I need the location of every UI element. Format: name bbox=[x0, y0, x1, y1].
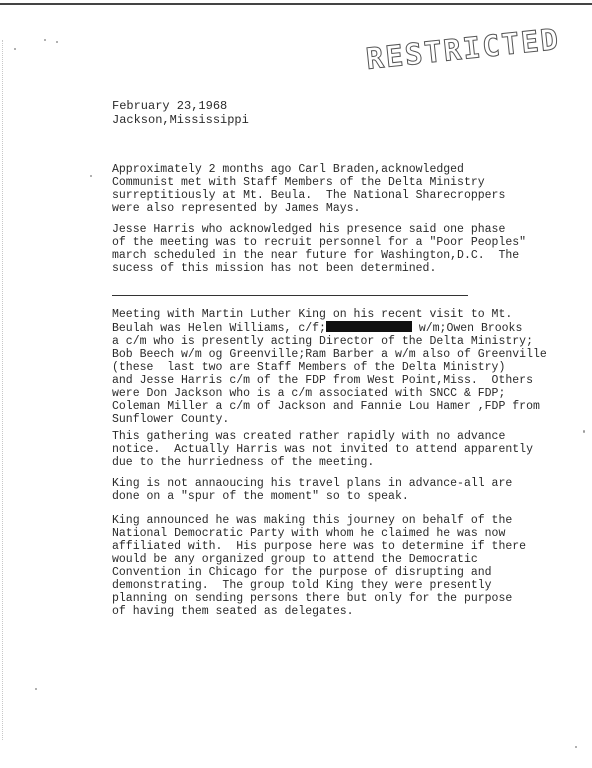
text-line: Meeting with Martin Luther King on his recent visit to Mt. bbox=[112, 308, 513, 321]
text-line: planning on sending persons there but only for the purpose bbox=[112, 592, 513, 605]
section-divider bbox=[112, 295, 468, 296]
text-line: of having them seated as delegates. bbox=[112, 605, 354, 618]
paragraph-braden-meeting bbox=[112, 163, 505, 215]
text-line: were Don Jackson who is a c/m associated with SNCC & FDP; bbox=[112, 387, 506, 400]
text-line: (these last two are Staff Members of the Delta Ministry) bbox=[112, 361, 506, 374]
text-line: This gathering was created rather rapidly with no advance bbox=[112, 430, 506, 443]
text-line: march scheduled in the near future for Washington,D.C. The bbox=[112, 249, 520, 262]
text-line: done on a "spur of the moment" so to speak. bbox=[112, 490, 409, 503]
text-line: would be any organized group to attend the Democratic bbox=[112, 553, 478, 566]
text-line: Bob Beech w/m og Greenville;Ram Barber a w/m also of Greenville bbox=[112, 348, 547, 361]
redaction-bar bbox=[326, 321, 412, 332]
text-line: due to the hurriedness of the meeting. bbox=[112, 456, 375, 469]
paragraph-king-meeting bbox=[112, 308, 547, 426]
paragraph-gathering bbox=[112, 430, 533, 469]
text-line: King is not annaoucing his travel plans in advance-all are bbox=[112, 477, 513, 490]
text-line: King announced he was making this journey on behalf of the bbox=[112, 514, 513, 527]
text-line: w/m;Owen Brooks bbox=[411, 322, 523, 335]
text-line: a c/m who is presently acting Director of the Delta Ministry; bbox=[112, 335, 533, 348]
scan-speck bbox=[56, 41, 58, 43]
restricted-stamp: RESTRICTED bbox=[364, 21, 562, 76]
text-line: affiliated with. His purpose here was to determine if there bbox=[112, 540, 527, 553]
text-line: Jesse Harris who acknowledged his presence said one phase bbox=[112, 223, 506, 236]
top-border-line bbox=[0, 3, 592, 5]
text-line: surreptitiously at Mt. Beula. The National Sharecroppers bbox=[112, 189, 506, 202]
paragraph-travel-plans bbox=[112, 477, 512, 503]
text-line: Communist met with Staff Members of the Delta Ministry bbox=[112, 176, 485, 189]
scan-speck bbox=[44, 39, 46, 41]
scan-speck bbox=[90, 175, 92, 177]
scan-speck bbox=[14, 48, 16, 50]
text-line: sucess of this mission has not been determined. bbox=[112, 262, 437, 275]
text-line: Approximately 2 months ago Carl Braden,acknowledged bbox=[112, 163, 464, 176]
date: February 23,1968 bbox=[112, 99, 228, 113]
scan-edge-dots bbox=[2, 40, 4, 740]
scan-speck bbox=[35, 688, 37, 690]
paragraph-jesse-harris bbox=[112, 223, 526, 275]
text-line: Sunflower County. bbox=[112, 413, 230, 426]
text-line: demonstrating. The group told King they were presently bbox=[112, 579, 492, 592]
dateline bbox=[112, 99, 249, 127]
scan-speck bbox=[575, 746, 577, 748]
text-line: Beulah was Helen Williams, c/f; bbox=[112, 322, 326, 335]
text-line: and Jesse Harris c/m of the FDP from West Point,Miss. Others bbox=[112, 374, 533, 387]
text-line: were also represented by James Mays. bbox=[112, 202, 361, 215]
text-line: Coleman Miller a c/m of Jackson and Fannie Lou Hamer ,FDP from bbox=[112, 400, 540, 413]
text-line: of the meeting was to recruit personnel for a "Poor Peoples" bbox=[112, 236, 527, 249]
text-line: Convention in Chicago for the purpose of disrupting and bbox=[112, 566, 492, 579]
text-line: National Democratic Party with whom he claimed he was now bbox=[112, 527, 506, 540]
text-line: notice. Actually Harris was not invited to attend apparently bbox=[112, 443, 533, 456]
scan-speck bbox=[583, 430, 585, 433]
place: Jackson,Mississippi bbox=[112, 113, 249, 127]
paragraph-king-purpose bbox=[112, 514, 526, 618]
